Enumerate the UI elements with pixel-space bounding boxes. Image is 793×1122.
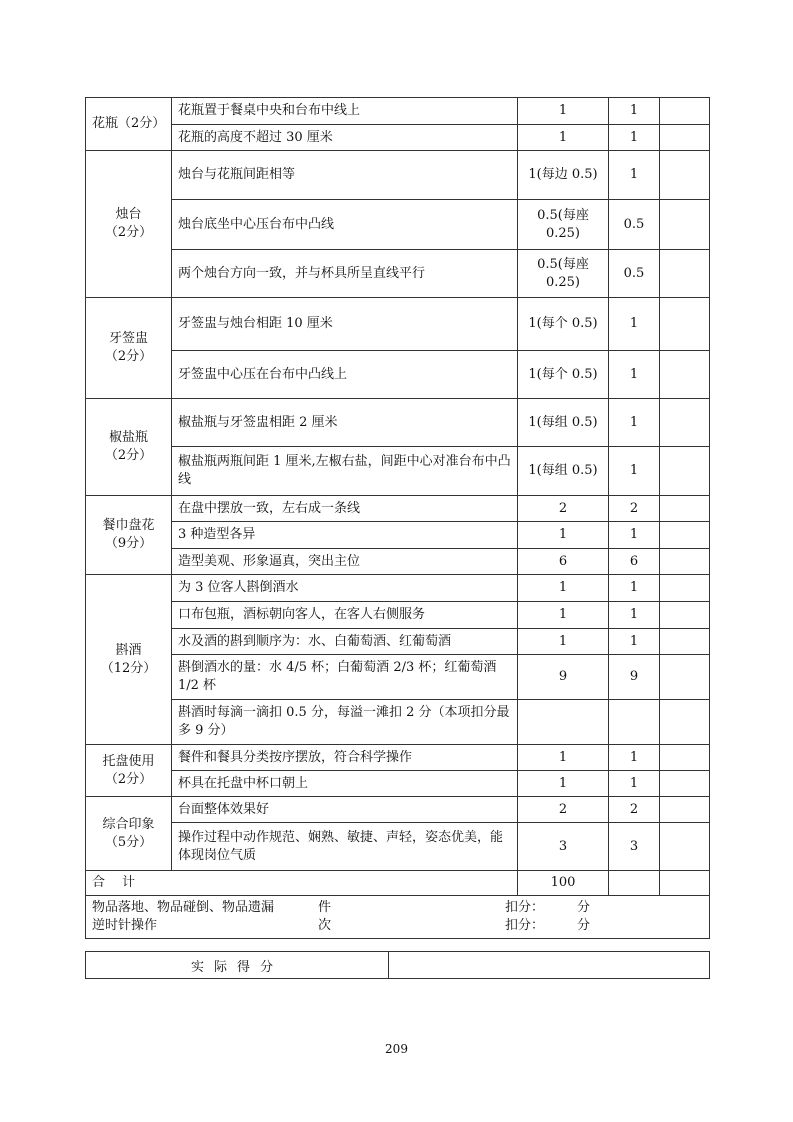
score-value: 2 [609,797,660,823]
table-row [86,602,710,629]
total-score-cell [609,871,660,896]
points-value: 0.25) [545,274,581,290]
points-value: 1 [558,580,568,595]
actual-score-cell [660,823,710,871]
points-value: 1(每个 0.5) [528,316,598,331]
actual-score-cell [660,151,710,200]
points-cell [518,98,609,125]
score-value: 1 [609,575,660,602]
actual-score-cell [660,575,710,602]
points-cell [518,575,609,602]
category-label: （2分） [104,771,153,787]
criterion-text: 牙签盅中心压在台布中凸线上 [172,351,518,399]
points-cell [518,823,609,871]
criterion-text: 3 种造型各异 [172,522,518,549]
criterion-text: 口布包瓶，酒标朝向客人，在客人右侧服务 [172,602,518,629]
criterion-text: 花瓶的高度不超过 30 厘米 [172,125,518,151]
actual-score-cell [660,700,710,745]
score-value: 1 [609,602,660,629]
points-value: 1(每组 0.5) [528,414,598,430]
category-cell [86,575,172,745]
points-cell [518,200,609,250]
table-row [86,771,710,797]
points-cell [518,602,609,629]
points-value: 1 [558,775,568,791]
points-value: 1 [558,129,568,145]
points-cell [518,700,609,745]
points-cell [518,151,609,200]
points-cell [518,745,609,771]
actual-score-cell [660,771,710,797]
points-cell [518,351,609,399]
points-value: 6 [558,553,568,569]
criterion-text: 斟倒酒水的量：水 4/5 杯；白葡萄酒 2/3 杯；红葡萄酒 1/2 杯 [172,655,518,700]
actual-score-cell [660,655,710,700]
total-actual-cell [660,871,710,896]
points-cell [518,629,609,655]
score-value: 1 [609,629,660,655]
criterion-text: 在盘中摆放一致，左右成一条线 [172,496,518,522]
deduction-suffix: 分 [577,918,591,933]
table-row [86,655,710,700]
points-cell [518,549,609,575]
points-cell [518,399,609,447]
score-value: 1 [609,399,660,447]
score-value: 1 [609,447,660,496]
table-row [86,125,710,151]
category-label: （5分） [104,834,153,850]
points-value: 1 [558,103,568,118]
score-value: 1 [609,298,660,351]
table-row [86,496,710,522]
deduction-unit: 次 [318,918,332,933]
category-label: 托盘使用 [102,753,155,769]
score-value: 3 [609,823,660,871]
score-value: 1 [609,151,660,200]
category-label: 牙签盅 [108,331,148,346]
deduction-name: 逆时针操作 [92,918,158,933]
score-value: 1 [609,745,660,771]
score-value: 1 [609,771,660,797]
actual-score-cell [660,298,710,351]
actual-score-cell [660,522,710,549]
points-value: 1 [558,607,568,622]
score-value [609,700,660,745]
criterion-text: 台面整体效果好 [172,797,518,823]
table-row [86,399,710,447]
score-value: 0.5 [609,250,660,298]
criterion-text: 斟酒时每滴一滴扣 0.5 分，每溢一滩扣 2 分（本项扣分最多 9 分） [172,700,518,745]
criterion-text: 餐件和餐具分类按序摆放，符合科学操作 [172,745,518,771]
category-cell [86,399,172,496]
criterion-text: 花瓶置于餐桌中央和台布中线上 [172,98,518,125]
actual-score-cell [660,399,710,447]
category-label: 斟酒 [115,642,142,658]
total-row [86,871,710,896]
table-row [86,98,710,125]
category-cell [86,98,172,151]
actual-score-cell [660,745,710,771]
criterion-text: 水及酒的斟到顺序为：水、白葡萄酒、红葡萄酒 [172,629,518,655]
page-number: 209 [385,1042,408,1056]
deduction-name: 物品落地、物品碰倒、物品遗漏 [92,900,275,915]
category-cell [86,298,172,399]
category-label: 综合印象 [102,816,155,832]
total-points: 100 [518,871,609,896]
category-label: 椒盐瓶 [108,430,148,445]
score-value: 1 [609,522,660,549]
score-value: 1 [609,125,660,151]
actual-score-cell [660,125,710,151]
points-cell [518,522,609,549]
actual-score-cell [660,549,710,575]
category-label: 烛台 [115,207,142,222]
criterion-text: 造型美观、形象逼真，突出主位 [172,549,518,575]
category-cell [86,496,172,575]
deduction-suffix: 分 [577,900,591,915]
table-row [86,549,710,575]
table-row [86,151,710,200]
table-row [86,522,710,549]
criterion-text: 椒盐瓶两瓶间距 1 厘米,左椒右盐，间距中心对准台布中凸线 [172,447,518,496]
actual-score-cell [660,447,710,496]
table-row [86,200,710,250]
points-cell [518,298,609,351]
deductions-cell [86,896,710,939]
points-value: 1(每组 0.5) [528,463,598,478]
category-label: （2分） [104,448,153,463]
category-label: （12分） [100,660,157,676]
points-value: 0.5(每座 [537,256,589,272]
total-label: 合 计 [86,871,518,896]
actual-score-cell [660,602,710,629]
category-label: 花瓶（2分） [92,116,166,131]
deductions-row [86,896,710,939]
deduction-label: 扣分： [505,918,545,933]
score-value: 0.5 [609,200,660,250]
table-row [86,250,710,298]
points-value: 2 [558,801,568,817]
points-value: 1 [558,527,568,542]
table-row [86,823,710,871]
points-value: 0.25) [545,225,581,241]
score-value: 6 [609,549,660,575]
actual-score-cell [660,351,710,399]
points-value: 1(每个 0.5) [528,366,598,382]
category-cell [86,745,172,797]
table-row [86,629,710,655]
table-row [86,447,710,496]
actual-score-cell [660,98,710,125]
actual-score-label: 实际得分 [86,952,389,979]
actual-score-value [389,952,710,979]
actual-score-table [85,951,710,979]
category-cell [86,797,172,871]
points-value: 1 [558,633,568,649]
points-value: 1(每边 0.5) [528,167,598,182]
points-cell [518,655,609,700]
points-cell [518,771,609,797]
criterion-text: 烛台底坐中心压台布中凸线 [172,200,518,250]
criterion-text: 两个烛台方向一致，并与杯具所呈直线平行 [172,250,518,298]
points-value: 3 [558,838,568,854]
table-row [86,298,710,351]
category-label: （2分） [104,349,153,364]
points-cell [518,250,609,298]
category-label: （2分） [104,225,153,240]
actual-score-cell [660,496,710,522]
scoring-table [85,97,710,939]
table-row [86,575,710,602]
table-row [86,351,710,399]
points-cell [518,125,609,151]
table-row [86,797,710,823]
actual-score-cell [660,629,710,655]
score-value: 2 [609,496,660,522]
criterion-text: 操作过程中动作规范、娴熟、敏捷、声轻，姿态优美，能体现岗位气质 [172,823,518,871]
points-cell [518,496,609,522]
criterion-text: 杯具在托盘中杯口朝上 [172,771,518,797]
points-value: 9 [558,669,568,684]
points-cell [518,447,609,496]
actual-score-cell [660,250,710,298]
table-row [86,745,710,771]
table-row [86,700,710,745]
score-value: 1 [609,351,660,399]
points-value: 1 [558,749,568,765]
criterion-text: 为 3 位客人斟倒酒水 [172,575,518,602]
criterion-text: 烛台与花瓶间距相等 [172,151,518,200]
points-value: 0.5(每座 [537,207,589,223]
category-cell [86,151,172,298]
category-label: （9分） [104,536,153,551]
actual-score-cell [660,797,710,823]
deduction-unit: 件 [318,900,332,915]
points-cell [518,797,609,823]
points-value: 2 [558,500,568,516]
criterion-text: 牙签盅与烛台相距 10 厘米 [172,298,518,351]
score-value: 9 [609,655,660,700]
actual-score-cell [660,200,710,250]
criterion-text: 椒盐瓶与牙签盅相距 2 厘米 [172,399,518,447]
deduction-label: 扣分： [505,900,545,915]
score-value: 1 [609,98,660,125]
category-label: 餐巾盘花 [102,518,155,533]
